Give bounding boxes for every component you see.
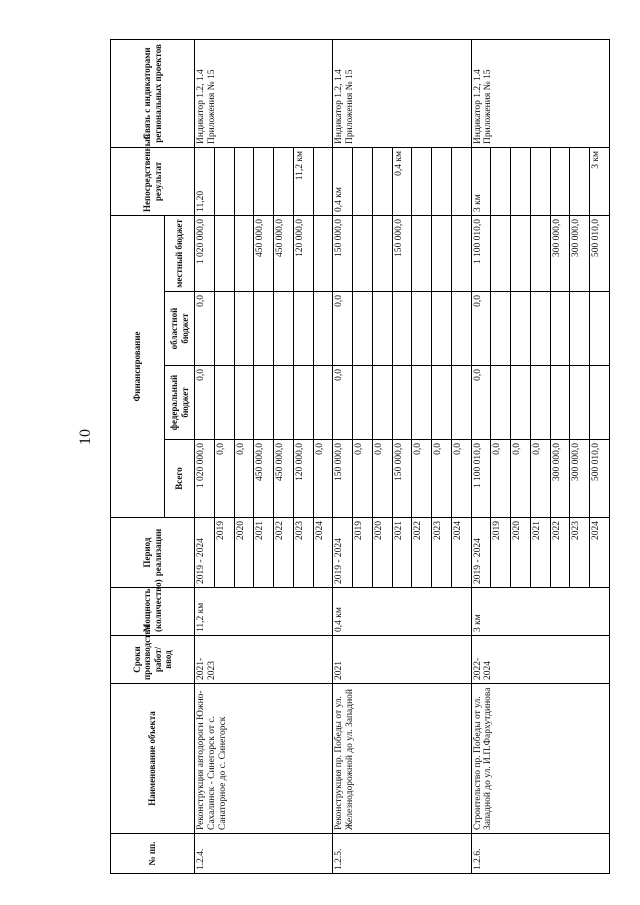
- header-capacity: Мощность (количество): [111, 588, 195, 636]
- regional-cell: [214, 292, 234, 366]
- period-cell: 2024: [590, 518, 610, 588]
- period-cell: 2019 - 2024: [195, 518, 215, 588]
- total-cell: 120 000,0: [293, 440, 313, 518]
- federal-cell: [353, 366, 373, 440]
- period-cell: 2021: [530, 518, 550, 588]
- period-cell: 2021: [392, 518, 412, 588]
- total-cell: 0,0: [530, 440, 550, 518]
- regional-cell: [313, 292, 333, 366]
- regional-cell: [293, 292, 313, 366]
- object-number: 1.2.6.: [471, 834, 610, 874]
- local-cell: 150 000,0: [392, 215, 412, 291]
- local-cell: 1 100 010,0: [471, 215, 491, 291]
- total-cell: 1 100 010,0: [471, 440, 491, 518]
- result-cell: [432, 147, 452, 215]
- regional-cell: [392, 292, 412, 366]
- period-cell: 2022: [550, 518, 570, 588]
- table-row: [471, 39, 491, 873]
- total-cell: 0,0: [432, 440, 452, 518]
- regional-cell: [511, 292, 531, 366]
- object-link: Индикатор 1.2, 1.4 Приложения № 15: [471, 39, 610, 147]
- federal-cell: [432, 366, 452, 440]
- local-cell: [353, 215, 373, 291]
- regional-cell: [590, 292, 610, 366]
- total-cell: 300 000,0: [550, 440, 570, 518]
- local-cell: [412, 215, 432, 291]
- federal-cell: [590, 366, 610, 440]
- federal-cell: [392, 366, 412, 440]
- federal-cell: 0,0: [195, 366, 215, 440]
- total-cell: 0,0: [451, 440, 471, 518]
- local-cell: 500 010,0: [590, 215, 610, 291]
- period-cell: 2020: [372, 518, 392, 588]
- total-cell: 150 000,0: [392, 440, 412, 518]
- object-number: 1.2.5.: [333, 834, 471, 874]
- local-cell: [530, 215, 550, 291]
- federal-cell: [274, 366, 294, 440]
- result-cell: 3 км: [590, 147, 610, 215]
- object-name: Реконструкция пр. Победы от ул. Железнодорожной до ул. Западной: [333, 684, 471, 834]
- local-cell: [313, 215, 333, 291]
- header-federal: федеральный бюджет: [165, 366, 195, 440]
- header-link: Связь с индикаторами региональных проектов: [111, 39, 195, 147]
- header-period: Период реализации: [111, 518, 195, 588]
- regional-cell: [274, 292, 294, 366]
- header-result: Непосредственный результат: [111, 147, 195, 215]
- local-cell: [372, 215, 392, 291]
- header-financing: Финансирование: [111, 215, 165, 517]
- result-cell: [451, 147, 471, 215]
- local-cell: 300 000,0: [570, 215, 590, 291]
- period-cell: 2023: [293, 518, 313, 588]
- regional-cell: [491, 292, 511, 366]
- total-cell: 0,0: [372, 440, 392, 518]
- result-cell: [353, 147, 373, 215]
- regional-cell: 0,0: [195, 292, 215, 366]
- header-row-1: [111, 39, 165, 873]
- federal-cell: [293, 366, 313, 440]
- regional-cell: [550, 292, 570, 366]
- federal-cell: [511, 366, 531, 440]
- result-cell: 3 км: [471, 147, 491, 215]
- table-row: [333, 39, 353, 873]
- result-cell: 11,2 км: [293, 147, 313, 215]
- total-cell: 0,0: [412, 440, 432, 518]
- local-cell: 450 000,0: [274, 215, 294, 291]
- result-cell: [313, 147, 333, 215]
- total-cell: 0,0: [511, 440, 531, 518]
- total-cell: 0,0: [491, 440, 511, 518]
- result-cell: [570, 147, 590, 215]
- result-cell: [412, 147, 432, 215]
- regional-cell: 0,0: [333, 292, 353, 366]
- regional-cell: [372, 292, 392, 366]
- total-cell: 450 000,0: [274, 440, 294, 518]
- object-term: 2021-2023: [195, 636, 333, 684]
- header-num: № пп.: [111, 834, 195, 874]
- local-cell: 1 020 000,0: [195, 215, 215, 291]
- federal-cell: [451, 366, 471, 440]
- federal-cell: [530, 366, 550, 440]
- local-cell: [511, 215, 531, 291]
- regional-cell: [570, 292, 590, 366]
- federal-cell: [214, 366, 234, 440]
- regional-cell: 0,0: [471, 292, 491, 366]
- period-cell: 2023: [570, 518, 590, 588]
- result-cell: [491, 147, 511, 215]
- local-cell: [451, 215, 471, 291]
- object-number: 1.2.4.: [195, 834, 333, 874]
- local-cell: [234, 215, 254, 291]
- period-cell: 2024: [451, 518, 471, 588]
- financing-table: [110, 39, 610, 874]
- total-cell: 500 010,0: [590, 440, 610, 518]
- result-cell: [530, 147, 550, 215]
- object-name: Строительство пр. Победы от ул. Западной до ул. И.П.Фархутдинова: [471, 684, 610, 834]
- result-cell: [274, 147, 294, 215]
- total-cell: 0,0: [214, 440, 234, 518]
- result-cell: 0,4 км: [333, 147, 353, 215]
- result-cell: 0,4 км: [392, 147, 412, 215]
- result-cell: [550, 147, 570, 215]
- regional-cell: [353, 292, 373, 366]
- total-cell: 300 000,0: [570, 440, 590, 518]
- result-cell: [214, 147, 234, 215]
- regional-cell: [412, 292, 432, 366]
- regional-cell: [254, 292, 274, 366]
- period-cell: 2022: [412, 518, 432, 588]
- period-cell: 2019 - 2024: [471, 518, 491, 588]
- result-cell: 11,20: [195, 147, 215, 215]
- document-sheet: [110, 40, 610, 874]
- regional-cell: [530, 292, 550, 366]
- federal-cell: 0,0: [333, 366, 353, 440]
- federal-cell: [491, 366, 511, 440]
- total-cell: 0,0: [234, 440, 254, 518]
- object-link: Индикатор 1.2, 1.4 Приложения № 15: [195, 39, 333, 147]
- federal-cell: [254, 366, 274, 440]
- federal-cell: [550, 366, 570, 440]
- header-term: Сроки производства работ/ ввод: [111, 636, 195, 684]
- total-cell: 150 000,0: [333, 440, 353, 518]
- federal-cell: [313, 366, 333, 440]
- period-cell: 2019 - 2024: [333, 518, 353, 588]
- table-row: [195, 39, 215, 873]
- local-cell: 450 000,0: [254, 215, 274, 291]
- period-cell: 2023: [432, 518, 452, 588]
- object-term: 2022-2024: [471, 636, 610, 684]
- object-capacity: 11,2 км: [195, 588, 333, 636]
- period-cell: 2020: [234, 518, 254, 588]
- regional-cell: [432, 292, 452, 366]
- period-cell: 2024: [313, 518, 333, 588]
- local-cell: [491, 215, 511, 291]
- object-link: Индикатор 1.2, 1.4 Приложения № 15: [333, 39, 471, 147]
- header-total: Всего: [165, 440, 195, 518]
- page-number: 10: [77, 429, 94, 445]
- federal-cell: [570, 366, 590, 440]
- total-cell: 0,0: [313, 440, 333, 518]
- local-cell: 150 000,0: [333, 215, 353, 291]
- local-cell: 300 000,0: [550, 215, 570, 291]
- total-cell: 450 000,0: [254, 440, 274, 518]
- result-cell: [372, 147, 392, 215]
- federal-cell: [372, 366, 392, 440]
- local-cell: 120 000,0: [293, 215, 313, 291]
- header-local: местный бюджет: [165, 215, 195, 291]
- result-cell: [511, 147, 531, 215]
- federal-cell: 0,0: [471, 366, 491, 440]
- period-cell: 2021: [254, 518, 274, 588]
- result-cell: [234, 147, 254, 215]
- object-capacity: 0,4 км: [333, 588, 471, 636]
- regional-cell: [234, 292, 254, 366]
- header-regional: областной бюджет: [165, 292, 195, 366]
- table-body: [195, 39, 610, 873]
- federal-cell: [412, 366, 432, 440]
- total-cell: 0,0: [353, 440, 373, 518]
- object-capacity: 3 км: [471, 588, 610, 636]
- period-cell: 2019: [353, 518, 373, 588]
- federal-cell: [234, 366, 254, 440]
- result-cell: [254, 147, 274, 215]
- object-name: Реконструкция автодороги Южно-Сахалинск - Синегорск от с. Санаторное до с. Синегорск: [195, 684, 333, 834]
- period-cell: 2022: [274, 518, 294, 588]
- header-name: Наименование объекта: [111, 684, 195, 834]
- regional-cell: [451, 292, 471, 366]
- period-cell: 2019: [491, 518, 511, 588]
- local-cell: [432, 215, 452, 291]
- period-cell: 2020: [511, 518, 531, 588]
- local-cell: [214, 215, 234, 291]
- object-term: 2021: [333, 636, 471, 684]
- total-cell: 1 020 000,0: [195, 440, 215, 518]
- rotated-table-container: [110, 40, 610, 874]
- period-cell: 2019: [214, 518, 234, 588]
